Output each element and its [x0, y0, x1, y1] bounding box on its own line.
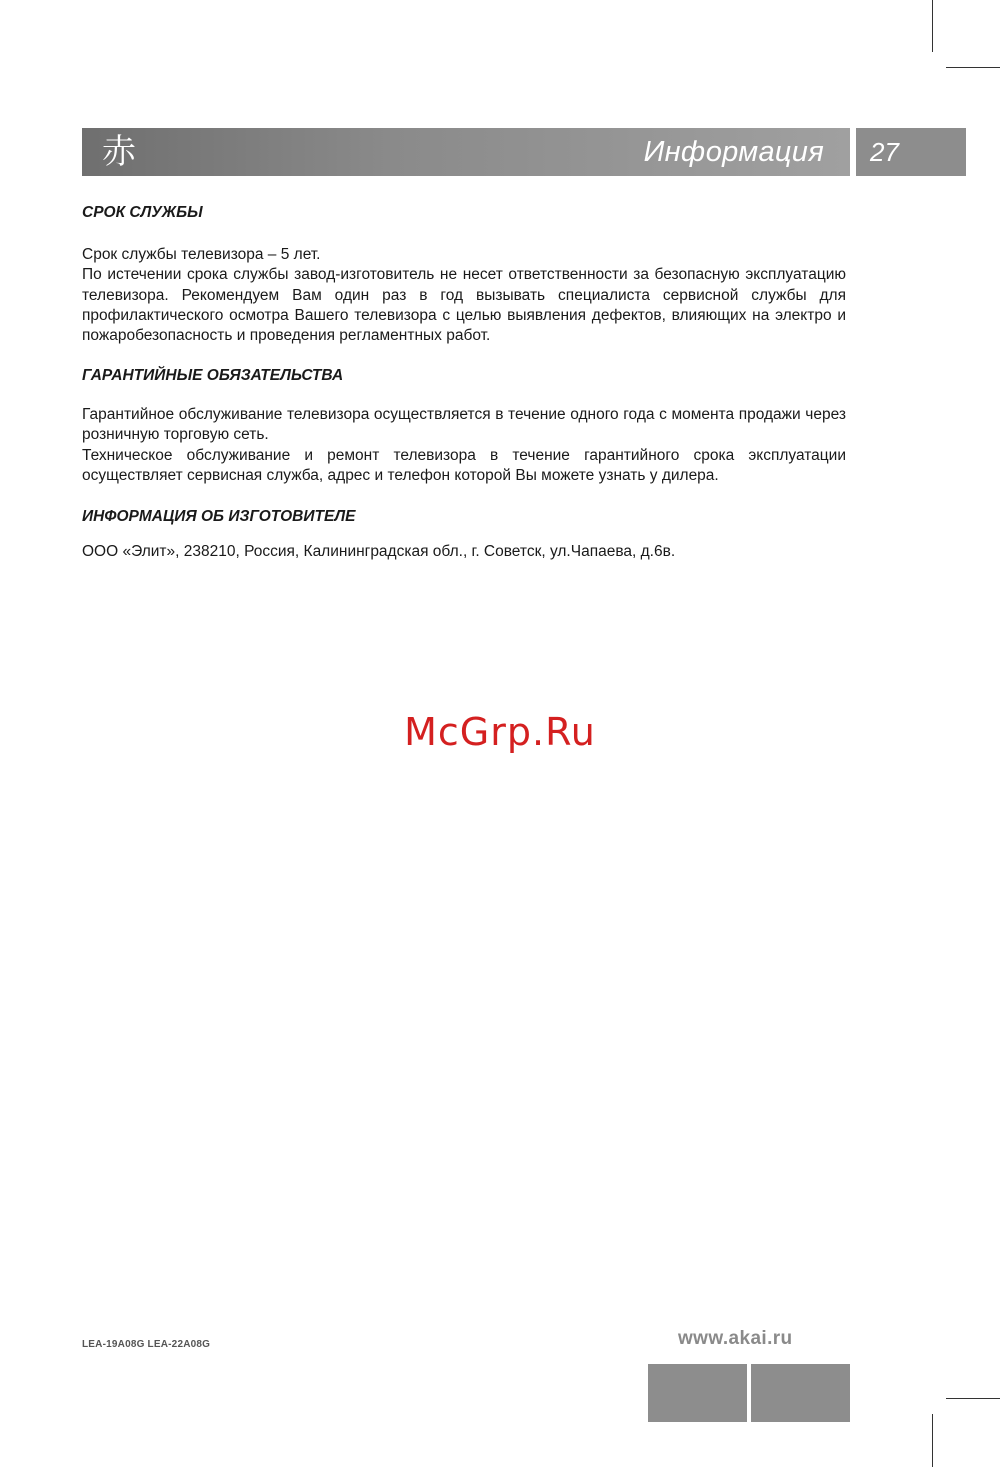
section-heading-manufacturer: ИНФОРМАЦИЯ ОБ ИЗГОТОВИТЕЛЕ	[82, 508, 356, 525]
section-body-warranty	[82, 405, 846, 486]
page-number-box	[856, 128, 966, 176]
watermark: McGrp.Ru	[404, 710, 596, 754]
brand-logo-icon: 赤	[102, 132, 136, 172]
footer-model-numbers: LEA-19A08G LEA-22A08G	[82, 1339, 211, 1350]
section-body-service-life	[82, 245, 846, 346]
page-title: Информация	[643, 136, 824, 168]
section-heading-warranty: ГАРАНТИЙНЫЕ ОБЯЗАТЕЛЬСТВА	[82, 367, 344, 384]
paragraph: Техническое обслуживание и ремонт телевизора в течение гарантийного срока эксплуатации осуществляет сервисная служба, адрес и телефон которой Вы можете узнать у дилера.	[82, 446, 846, 484]
section-heading-service-life: СРОК СЛУЖБЫ	[82, 204, 203, 221]
page-number: 27	[870, 137, 899, 167]
paragraph: ООО «Элит», 238210, Россия, Калининградская обл., г. Советск, ул.Чапаева, д.6в.	[82, 543, 676, 560]
crop-mark-top-horizontal	[946, 67, 1000, 68]
footer-decor-box-left	[648, 1364, 747, 1422]
footer-website-link[interactable]: www.akai.ru	[678, 1328, 793, 1349]
paragraph: По истечении срока службы завод-изготовитель не несет ответственности за безопасную эксплуатацию телевизора. Рекомендуем Вам один раз в год вызывать специалиста сервисной службы для профилактического осмотра Вашего телевизора с целью выявления дефектов, влияющих на электро и пожаробезопасность и проведения регламентных работ.	[82, 266, 846, 345]
header-bar	[82, 128, 850, 176]
crop-mark-top-vertical	[932, 0, 933, 52]
paragraph: Срок службы телевизора – 5 лет.	[82, 246, 321, 263]
crop-mark-bottom-vertical	[932, 1414, 933, 1467]
footer-decor-box-right	[751, 1364, 850, 1422]
crop-mark-bottom-horizontal	[946, 1398, 1000, 1399]
paragraph: Гарантийное обслуживание телевизора осуществляется в течение одного года с момента продажи через розничную торговую сеть.	[82, 406, 846, 444]
section-body-manufacturer	[82, 542, 846, 562]
